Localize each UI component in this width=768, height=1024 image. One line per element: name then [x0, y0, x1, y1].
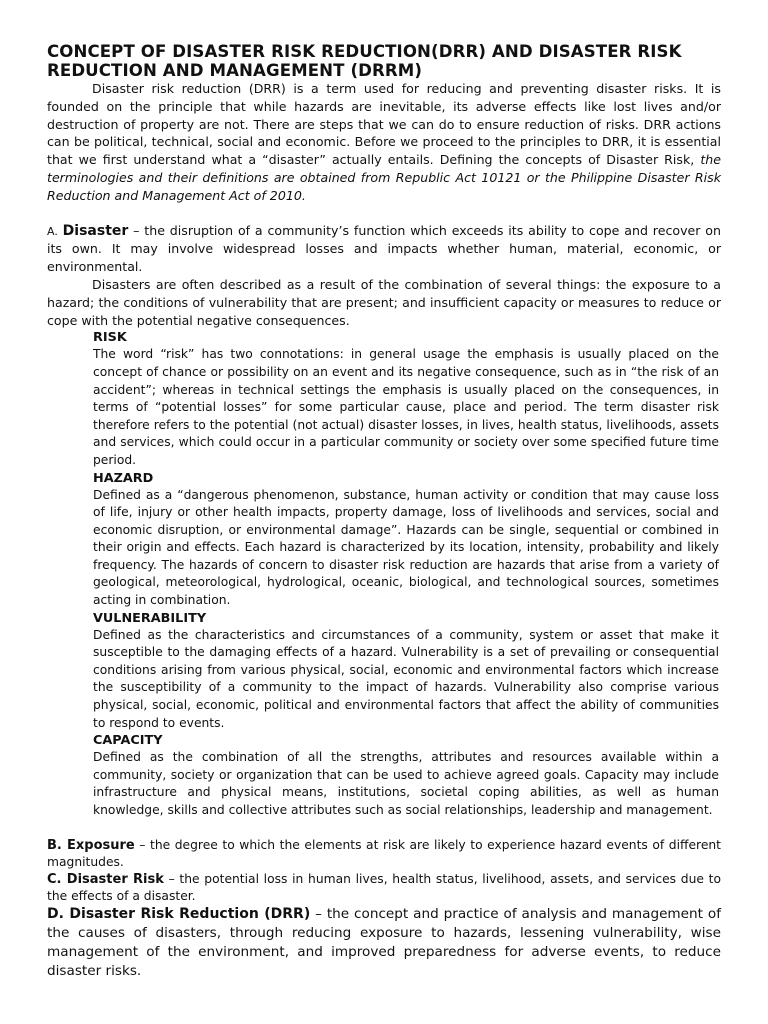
intro-italic-note: the terminologies and their definitions are obtained from Republic Act 10121 or the Philippine Disaster Risk Reduction and Management Act of 2010. — [47, 152, 721, 203]
intro-paragraph — [47, 80, 721, 205]
section-a-paragraph-2: Disasters are often described as a result of the combination of several things: the exposure to a hazard; the conditions of vulnerability that are present; and insufficient capacity or measures to reduce or cope with the potential negative consequences. — [47, 276, 721, 328]
page-title: CONCEPT OF DISASTER RISK REDUCTION(DRR) AND DISASTER RISK REDUCTION AND MANAGEMENT (DRRM) — [47, 42, 682, 80]
subsection-body: Defined as a “dangerous phenomenon, substance, human activity or condition that may cause loss of life, injury or other health impacts, property damage, loss of livelihoods and services, social and economic disruption, or environmental damage”. Hazards can be single, sequential or combined in their origin and effects. Each hazard is characterized by its location, intensity, probability and likely frequency. The hazards of concern to disaster risk reduction are hazards that arise from a variety of geological, meteorological, hydrological, oceanic, biological, and technological sources, sometimes acting in combination. — [93, 487, 719, 608]
section-d-term: D. Disaster Risk Reduction (DRR) — [47, 905, 311, 922]
subsection-risk — [93, 329, 719, 469]
subsection-heading: HAZARD — [93, 470, 154, 486]
section-b-definition — [47, 837, 721, 871]
spacer — [47, 820, 721, 837]
subsection-hazard — [93, 470, 719, 610]
subsection-heading: VULNERABILITY — [93, 610, 207, 626]
section-c-term: C. Disaster Risk — [47, 871, 164, 887]
section-a-letter: A. — [47, 224, 58, 238]
section-a-text: – the disruption of a community’s function which exceeds its ability to cope and recover on its own. It may involve widespread losses and impacts whether human, material, economic, or environmental. — [47, 222, 721, 275]
section-d-definition — [47, 905, 721, 982]
section-d-text: – the concept and practice of analysis and management of the causes of disasters, through reducing exposure to hazards, lessening vulnerability, wise management of the environment, and improved preparedness for adverse events, to reduce disaster risks. — [47, 905, 721, 980]
subsection-body: Defined as the characteristics and circumstances of a community, system or asset that make it susceptible to the damaging effects of a hazard. Vulnerability is a set of prevailing or consequential conditions arising from various physical, social, economic and environmental factors which increase the susceptibility of a community to the impact of hazards. Vulnerability also comprise various physical, social, economic, political and environmental factors that affect the ability of communities to respond to events. — [93, 627, 719, 730]
subsection-vulnerability — [93, 610, 719, 733]
spacer — [47, 205, 721, 222]
section-b-text: – the degree to which the elements at risk are likely to experience hazard events of different magnitudes. — [47, 837, 721, 869]
section-a-term: Disaster — [62, 222, 129, 239]
subsection-body: Defined as the combination of all the strengths, attributes and resources available within a community, society or organization that can be used to achieve agreed goals. Capacity may include infrastructure and physical means, institutions, societal coping abilities, as well as human knowledge, skills and collective attributes such as social relationships, leadership and management. — [93, 750, 719, 818]
intro-text: Disaster risk reduction (DRR) is a term used for reducing and preventing disaster risks. It is founded on the principle that while hazards are inevitable, its adverse effects like lost lives and/or destruction of property are not. There are steps that we can do to ensure reduction of risks. DRR actions can be political, technical, social and economic. Before we proceed to the principles to DRR, it is essential that we first understand what a “disaster” actually entails. Defining the concepts of Disaster Risk, — [47, 81, 721, 168]
section-c-definition — [47, 871, 721, 905]
section-b-term: B. Exposure — [47, 837, 135, 853]
subsection-body: The word “risk” has two connotations: in general usage the emphasis is usually placed on the concept of chance or possibility on an event and its negative consequence, such as in “the risk of an accident”; whereas in technical settings the emphasis is usually placed on the consequences, in terms of “potential losses” for some particular cause, place and period. The term disaster risk therefore refers to the potential (not actual) disaster losses, in lives, health status, livelihoods, assets and services, which could occur in a particular community or society over some specified future time period. — [93, 347, 719, 467]
subsection-heading: CAPACITY — [93, 733, 163, 749]
subsection-capacity — [93, 732, 719, 819]
section-a-definition — [47, 222, 721, 276]
subsection-heading: RISK — [93, 330, 127, 346]
section-c-text: – the potential loss in human lives, health status, livelihood, assets, and services due to the effects of a disaster. — [47, 871, 721, 903]
